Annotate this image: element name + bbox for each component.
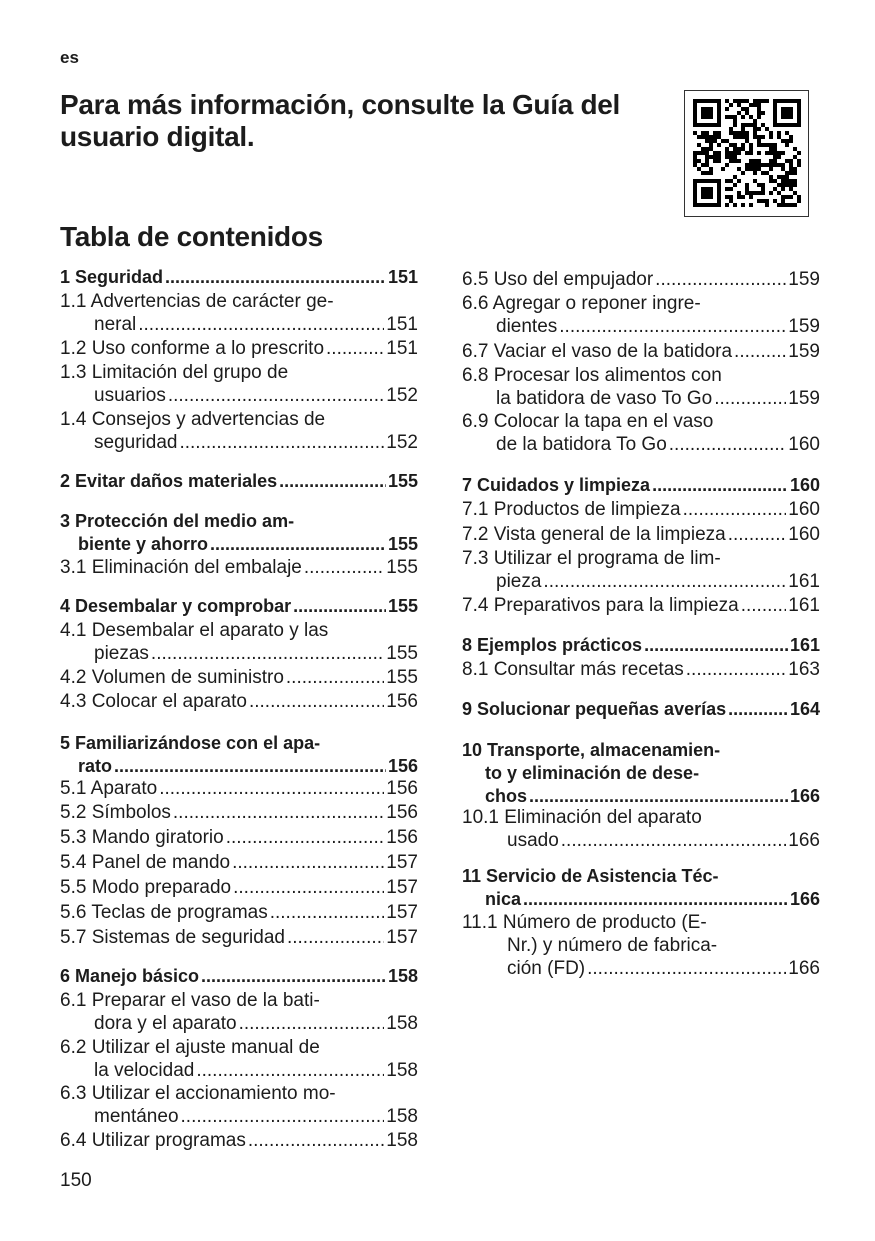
toc-section[interactable] — [462, 268, 820, 291]
toc-page-number: 156 — [386, 802, 418, 823]
toc-entry-text: 11 Servicio de Asistencia Téc- — [462, 866, 719, 886]
toc-section[interactable] — [60, 408, 418, 454]
toc-leader-dots — [686, 658, 787, 681]
toc-entry-text: usuarios — [94, 385, 166, 406]
toc-page-number: 159 — [788, 388, 820, 409]
toc-entry-text: 7.3 Utilizar el programa de lim- — [462, 548, 721, 569]
toc-leader-dots — [652, 474, 788, 497]
toc-section[interactable] — [60, 876, 418, 899]
toc-chapter[interactable] — [462, 474, 820, 497]
toc-entry-text: dora y el aparato — [94, 1013, 237, 1034]
toc-entry-text: 5.2 Símbolos — [60, 802, 171, 823]
toc-entry-text: 4.3 Colocar el aparato — [60, 691, 247, 712]
toc-leader-dots — [165, 266, 386, 289]
toc-entry-text: to y eliminación de dese- — [485, 763, 700, 783]
toc-section[interactable] — [462, 292, 820, 338]
toc-chapter[interactable] — [60, 965, 418, 988]
toc-entry-text: 9 Solucionar pequeñas averías — [462, 699, 727, 719]
toc-section[interactable] — [60, 1036, 418, 1082]
toc-page-number: 157 — [386, 902, 418, 923]
toc-entry-text: 5.1 Aparato — [60, 778, 158, 799]
toc-section[interactable] — [462, 340, 820, 363]
toc-section[interactable] — [462, 364, 820, 410]
toc-page-number: 160 — [788, 499, 820, 520]
toc-entry-text: 10 Transporte, almacenamien- — [462, 740, 721, 760]
toc-page-number: 166 — [789, 786, 820, 806]
toc-entry-text: 5.4 Panel de mando — [60, 852, 231, 873]
toc-leader-dots — [304, 556, 384, 579]
toc-page-number: 156 — [386, 778, 418, 799]
toc-leader-dots — [734, 340, 786, 363]
toc-leader-dots — [179, 431, 384, 454]
toc-entry-text: neral — [94, 314, 137, 335]
toc-leader-dots — [270, 901, 385, 924]
toc-leader-dots — [181, 1105, 385, 1128]
toc-leader-dots — [173, 801, 384, 824]
toc-leader-dots — [293, 595, 386, 618]
toc-page-number: 155 — [386, 643, 418, 664]
toc-page-number: 160 — [788, 434, 820, 455]
toc-leader-dots — [286, 666, 384, 689]
toc-page-number: 166 — [789, 889, 820, 909]
toc-entry-text: de la batidora To Go — [496, 434, 667, 455]
toc-entry-text: usado — [507, 830, 559, 851]
toc-entry-text: 4 Desembalar y comprobar — [60, 596, 292, 616]
toc-section[interactable] — [462, 523, 820, 546]
toc-chapter[interactable] — [60, 595, 418, 618]
toc-chapter[interactable] — [60, 510, 418, 556]
toc-entry-text: la batidora de vaso To Go — [496, 388, 713, 409]
qr-code-icon — [693, 99, 801, 207]
toc-entry-text: rato — [78, 756, 113, 776]
toc-entry-text: 7.4 Preparativos para la limpieza — [462, 595, 739, 616]
toc-section[interactable] — [462, 806, 820, 852]
toc-entry-text: pieza — [496, 571, 542, 592]
toc-chapter[interactable] — [60, 732, 418, 778]
toc-section[interactable] — [60, 690, 418, 713]
toc-page-number: 163 — [788, 659, 820, 680]
toc-entry-text: mentáneo — [94, 1106, 179, 1127]
toc-entry-text: la velocidad — [94, 1060, 195, 1081]
toc-entry-text: Nr.) y número de fabrica- — [507, 935, 718, 956]
headline: Para más información, consulte la Guía del usuario digital. — [60, 89, 621, 152]
toc-entry-text: 4.1 Desembalar el aparato y las — [60, 620, 329, 641]
toc-page-number: 151 — [386, 314, 418, 335]
toc-page-number: 151 — [387, 267, 418, 287]
toc-page-number: 151 — [386, 338, 418, 359]
toc-page-number: 161 — [789, 635, 820, 655]
toc-leader-dots — [728, 523, 787, 546]
toc-leader-dots — [683, 498, 787, 521]
page-number: 150 — [60, 1170, 92, 1191]
toc-leader-dots — [741, 594, 787, 617]
toc-page-number: 156 — [386, 691, 418, 712]
toc-leader-dots — [138, 313, 384, 336]
toc-page-number: 152 — [386, 385, 418, 406]
toc-entry-text: 8.1 Consultar más recetas — [462, 659, 684, 680]
toc-section[interactable] — [462, 594, 820, 617]
toc-entry-text: 6 Manejo básico — [60, 966, 200, 986]
toc-entry-text: 7 Cuidados y limpieza — [462, 475, 651, 495]
toc-section[interactable] — [60, 801, 418, 824]
toc-page-number: 159 — [788, 269, 820, 290]
toc-section[interactable] — [462, 547, 820, 593]
toc-section[interactable] — [60, 361, 418, 407]
toc-entry-text: 2 Evitar daños materiales — [60, 471, 278, 491]
toc-entry-text: 10.1 Eliminación del aparato — [462, 807, 702, 828]
toc-entry-text: 5 Familiarizándose con el apa- — [60, 733, 321, 753]
toc-leader-dots — [561, 829, 787, 852]
toc-entry-text: 6.8 Procesar los alimentos con — [462, 365, 722, 386]
toc-section[interactable] — [60, 1129, 418, 1152]
toc-entry-text: 1.4 Consejos y advertencias de — [60, 409, 326, 430]
toc-section[interactable] — [60, 337, 418, 360]
toc-page-number: 164 — [789, 699, 820, 719]
toc-page-number: 156 — [386, 827, 418, 848]
toc-leader-dots — [159, 777, 384, 800]
toc-entry-text: biente y ahorro — [78, 534, 209, 554]
toc-entry-text: seguridad — [94, 432, 178, 453]
toc-entry-text: 3.1 Eliminación del embalaje — [60, 557, 302, 578]
toc-section[interactable] — [60, 851, 418, 874]
toc-leader-dots — [114, 755, 386, 778]
toc-page-number: 160 — [788, 524, 820, 545]
toc-chapter[interactable] — [60, 470, 418, 493]
toc-leader-dots — [233, 876, 384, 899]
toc-leader-dots — [543, 570, 786, 593]
toc-section[interactable] — [60, 826, 418, 849]
toc-leader-dots — [239, 1012, 385, 1035]
toc-chapter[interactable] — [462, 698, 820, 721]
toc-page-number: 159 — [788, 341, 820, 362]
toc-leader-dots — [728, 698, 788, 721]
toc-page-number: 159 — [788, 316, 820, 337]
toc-leader-dots — [644, 634, 788, 657]
toc-section[interactable] — [60, 777, 418, 800]
toc-page-number: 157 — [386, 852, 418, 873]
toc-section[interactable] — [60, 290, 418, 336]
toc-entry-text: 6.3 Utilizar el accionamiento mo- — [60, 1083, 336, 1104]
toc-section[interactable] — [60, 619, 418, 665]
language-code: es — [60, 48, 79, 67]
toc-entry-text: 5.6 Teclas de programas — [60, 902, 268, 923]
toc-entry-text: 3 Protección del medio am- — [60, 511, 295, 531]
toc-entry-text: dientes — [496, 316, 558, 337]
toc-entry-text: 6.6 Agregar o reponer ingre- — [462, 293, 701, 314]
toc-page-number: 158 — [386, 1013, 418, 1034]
toc-entry-text: 6.4 Utilizar programas — [60, 1130, 246, 1151]
toc-section[interactable] — [462, 498, 820, 521]
toc-page-number: 161 — [788, 595, 820, 616]
toc-entry-text: 7.2 Vista general de la limpieza — [462, 524, 726, 545]
toc-page-number: 158 — [387, 966, 418, 986]
toc-leader-dots — [529, 785, 788, 808]
toc-entry-text: ción (FD) — [507, 958, 586, 979]
toc-leader-dots — [655, 268, 786, 291]
toc-page-number: 166 — [788, 958, 820, 979]
toc-entry-text: 6.1 Preparar el vaso de la bati- — [60, 990, 320, 1011]
toc-entry-text: 6.7 Vaciar el vaso de la batidora — [462, 341, 733, 362]
toc-page-number: 158 — [386, 1130, 418, 1151]
toc-leader-dots — [168, 384, 384, 407]
toc-entry-text: 4.2 Volumen de suministro — [60, 667, 284, 688]
toc-leader-dots — [151, 642, 384, 665]
toc-leader-dots — [714, 387, 786, 410]
toc-entry-text: 1.2 Uso conforme a lo prescrito — [60, 338, 325, 359]
toc-section[interactable] — [60, 556, 418, 579]
toc-title: Tabla de contenidos — [60, 221, 323, 252]
toc-leader-dots — [210, 533, 386, 556]
toc-entry-text: 5.5 Modo preparado — [60, 877, 232, 898]
toc-section[interactable] — [462, 658, 820, 681]
toc-leader-dots — [232, 851, 384, 874]
toc-chapter[interactable] — [60, 266, 418, 289]
toc-entry-text: 6.5 Uso del empujador — [462, 269, 654, 290]
toc-chapter[interactable] — [462, 739, 820, 808]
toc-leader-dots — [326, 337, 384, 360]
toc-page-number: 157 — [386, 927, 418, 948]
toc-entry-text: 1.3 Limitación del grupo de — [60, 362, 289, 383]
qr-code — [684, 90, 809, 217]
toc-page-number: 158 — [386, 1060, 418, 1081]
toc-page-number: 155 — [386, 557, 418, 578]
toc-leader-dots — [249, 690, 384, 713]
toc-leader-dots — [279, 470, 386, 493]
toc-page-number: 152 — [386, 432, 418, 453]
toc-page-number: 155 — [387, 534, 418, 554]
toc-section[interactable] — [60, 1082, 418, 1128]
toc-entry-text: chos — [485, 786, 528, 806]
toc-leader-dots — [248, 1129, 384, 1152]
toc-entry-text: 6.9 Colocar la tapa en el vaso — [462, 411, 714, 432]
toc-entry-text: 7.1 Productos de limpieza — [462, 499, 681, 520]
toc-entry-text: nica — [485, 889, 522, 909]
toc-section[interactable] — [462, 410, 820, 456]
toc-section[interactable] — [60, 926, 418, 949]
toc-entry-text: 6.2 Utilizar el ajuste manual de — [60, 1037, 320, 1058]
toc-page-number: 157 — [386, 877, 418, 898]
toc-page-number: 155 — [387, 596, 418, 616]
toc-leader-dots — [226, 826, 385, 849]
toc-entry-text: 11.1 Número de producto (E- — [462, 912, 707, 933]
toc-leader-dots — [559, 315, 786, 338]
toc-page-number: 158 — [386, 1106, 418, 1127]
toc-page-number: 155 — [386, 667, 418, 688]
toc-page-number: 155 — [387, 471, 418, 491]
toc-entry-text: 1 Seguridad — [60, 267, 164, 287]
toc-entry-text: 8 Ejemplos prácticos — [462, 635, 643, 655]
toc-chapter[interactable] — [462, 634, 820, 657]
toc-chapter[interactable] — [462, 865, 820, 911]
toc-entry-text: 5.3 Mando giratorio — [60, 827, 224, 848]
toc-leader-dots — [196, 1059, 384, 1082]
toc-leader-dots — [523, 888, 788, 911]
toc-entry-text: 5.7 Sistemas de seguridad — [60, 927, 285, 948]
toc-page-number: 161 — [788, 571, 820, 592]
toc-leader-dots — [587, 957, 786, 980]
toc-section[interactable] — [60, 666, 418, 689]
toc-section[interactable] — [60, 901, 418, 924]
toc-page-number: 166 — [788, 830, 820, 851]
toc-page-number: 156 — [387, 756, 418, 776]
toc-section[interactable] — [60, 989, 418, 1035]
toc-entry-text: piezas — [94, 643, 149, 664]
toc-section[interactable] — [462, 911, 820, 980]
toc-entry-text: 1.1 Advertencias de carácter ge- — [60, 291, 334, 312]
toc-leader-dots — [201, 965, 386, 988]
toc-leader-dots — [669, 433, 787, 456]
toc-leader-dots — [287, 926, 384, 949]
toc-page-number: 160 — [789, 475, 820, 495]
